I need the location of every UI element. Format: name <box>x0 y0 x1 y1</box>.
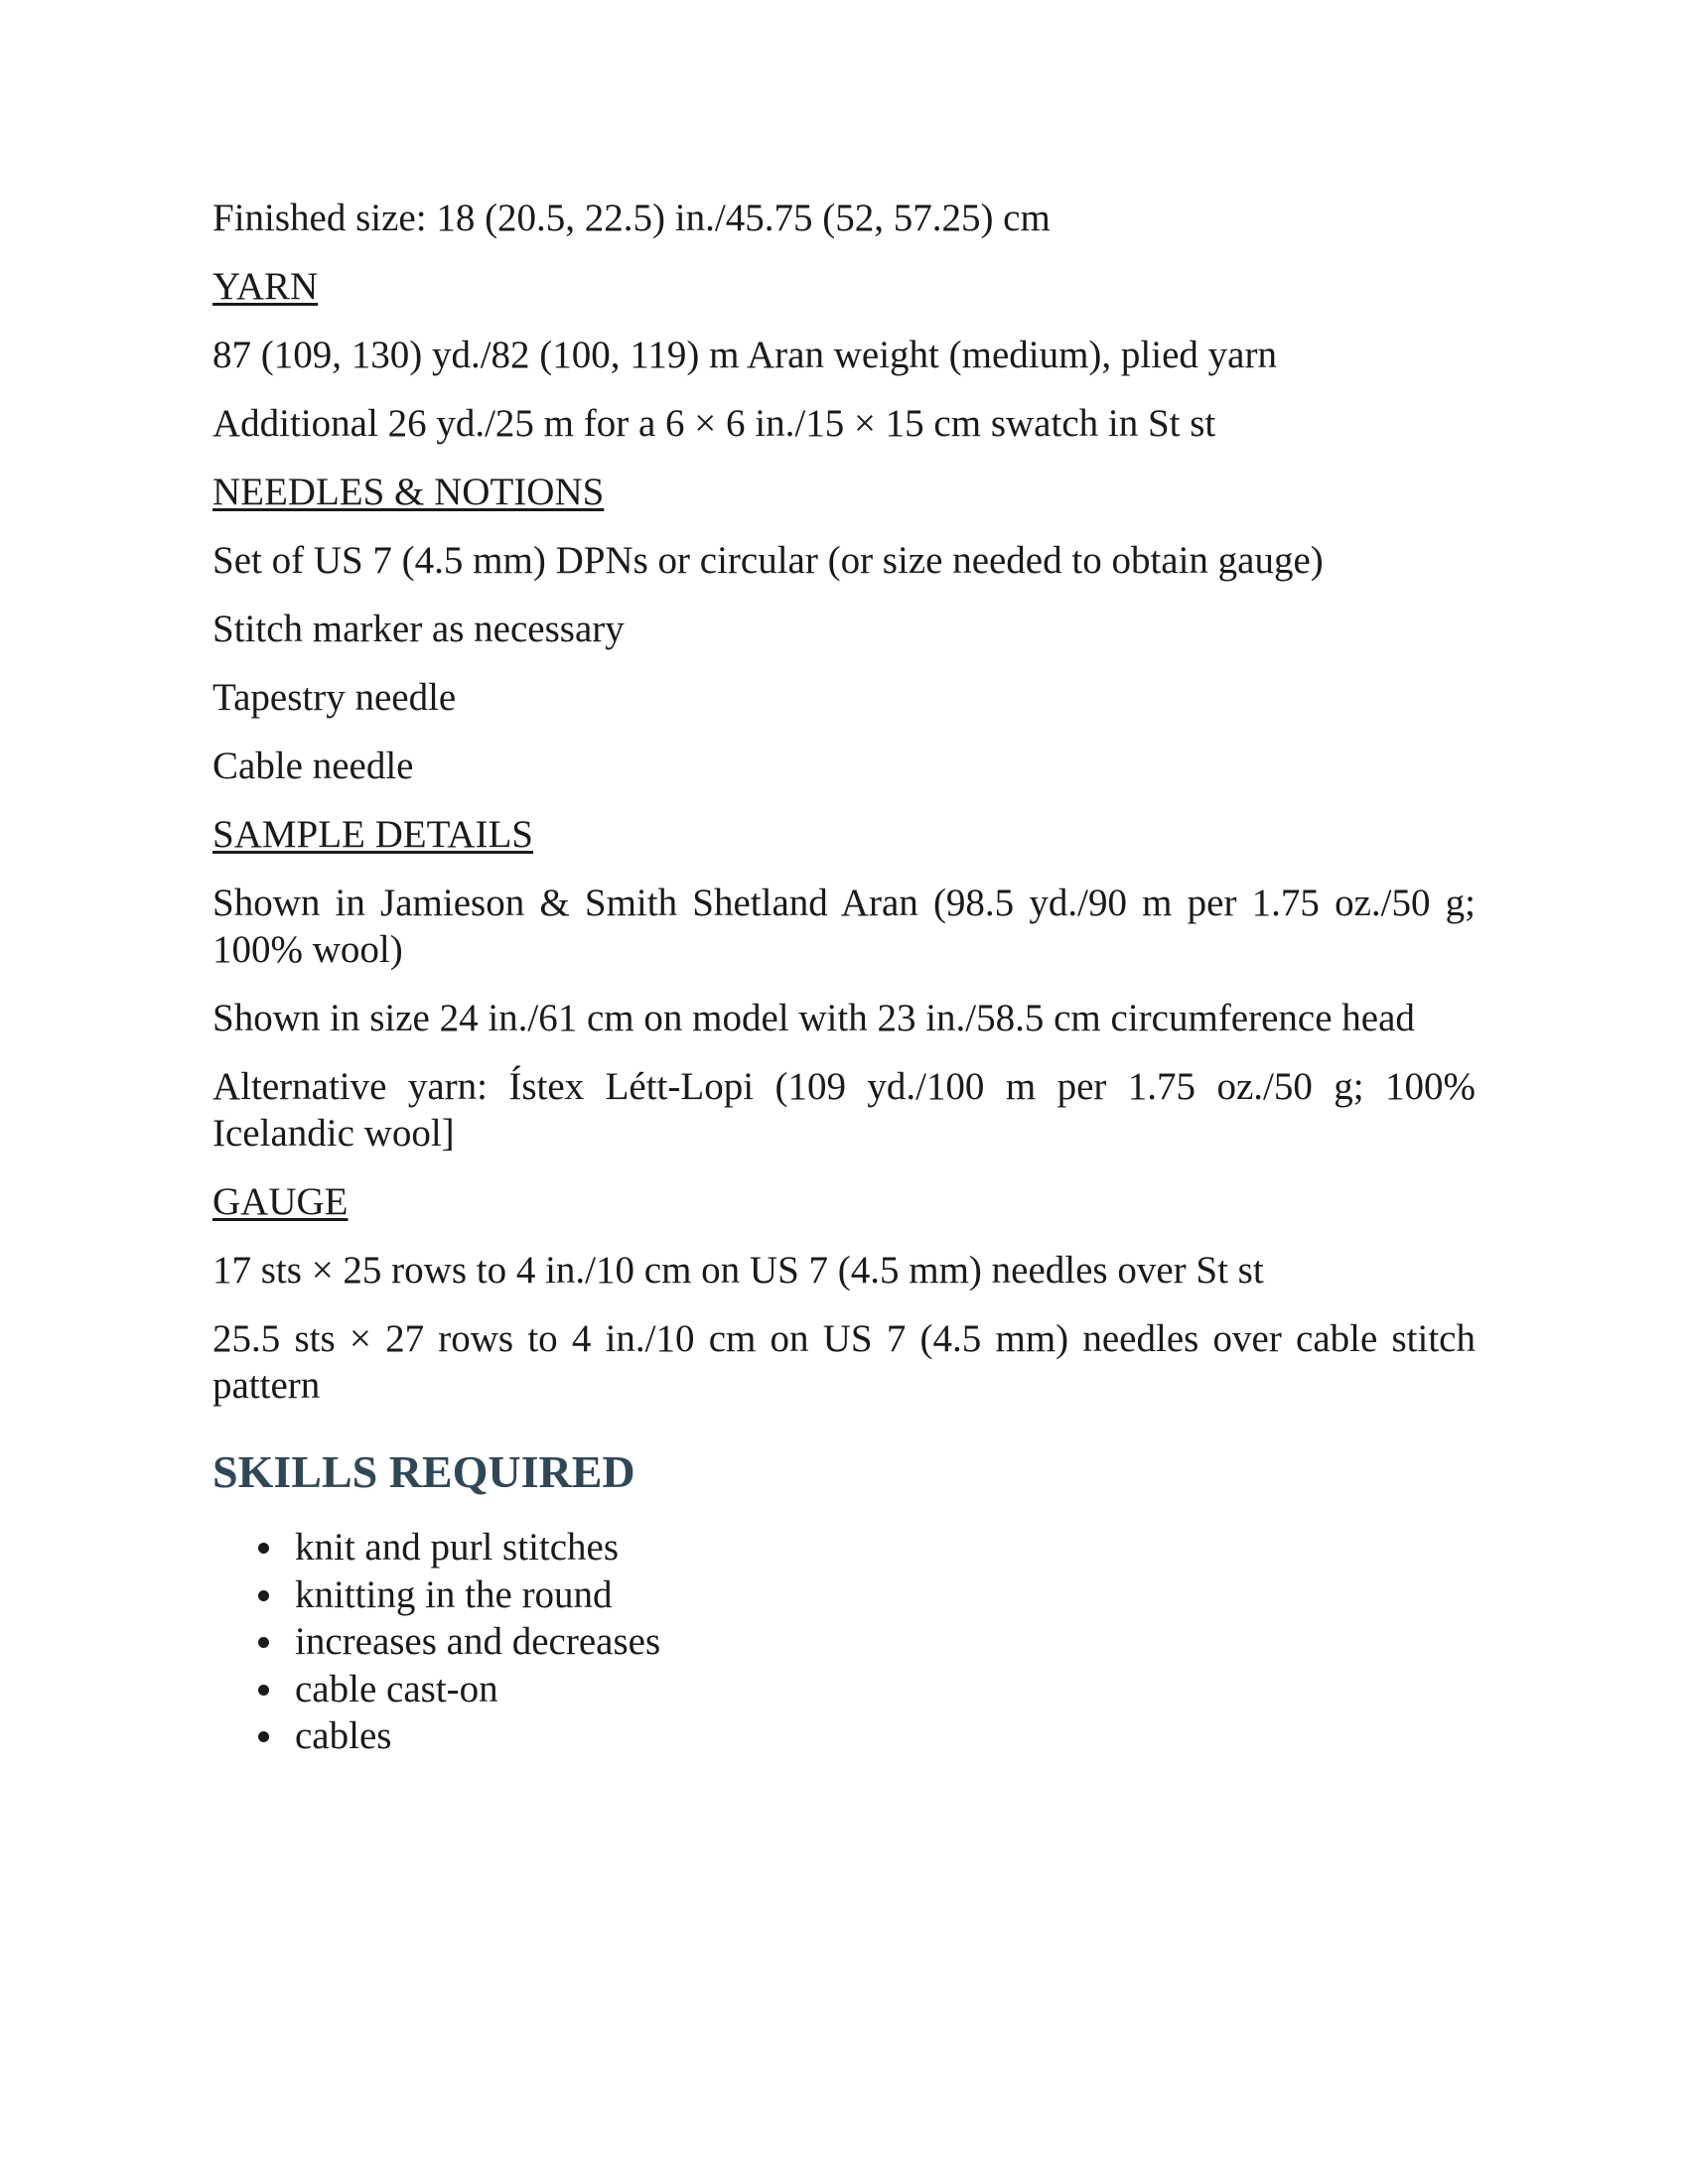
skill-label: knitting in the round <box>295 1572 613 1616</box>
yarn-heading: YARN <box>212 265 319 308</box>
list-item <box>295 1666 1476 1713</box>
sample-heading: SAMPLE DETAILS <box>212 813 533 856</box>
document-page <box>212 195 1476 1760</box>
skills-heading: SKILLS REQUIRED <box>212 1446 635 1497</box>
needles-line: Stitch marker as necessary <box>212 608 625 650</box>
list-item <box>295 1524 1476 1571</box>
gauge-line: 25.5 sts × 27 rows to 4 in./10 cm on US 7 (4.5 mm) needles over cable stitch pattern <box>212 1317 1476 1407</box>
list-item <box>295 1712 1476 1760</box>
sample-line: Shown in Jamieson & Smith Shetland Aran (98.5 yd./90 m per 1.75 oz./50 g; 100% wool) <box>212 882 1476 971</box>
skill-label: cables <box>295 1714 392 1757</box>
list-item <box>295 1618 1476 1666</box>
gauge-heading: GAUGE <box>212 1180 349 1223</box>
bullet-icon <box>258 1685 269 1696</box>
needles-heading: NEEDLES & NOTIONS <box>212 471 605 513</box>
bullet-icon <box>258 1637 269 1648</box>
bullet-icon <box>258 1731 269 1742</box>
skill-label: cable cast-on <box>295 1667 498 1710</box>
bullet-icon <box>258 1590 269 1601</box>
yarn-line: Additional 26 yd./25 m for a 6 × 6 in./15 × 15 cm swatch in St st <box>212 402 1216 445</box>
needles-line: Tapestry needle <box>212 676 457 719</box>
skills-list <box>212 1524 1476 1760</box>
list-item <box>295 1571 1476 1619</box>
gauge-line: 17 sts × 25 rows to 4 in./10 cm on US 7 (4.5 mm) needles over St st <box>212 1249 1264 1292</box>
skill-label: increases and decreases <box>295 1620 661 1663</box>
sample-line: Alternative yarn: Ístex Létt-Lopi (109 yd./100 m per 1.75 oz./50 g; 100% Icelandic wool] <box>212 1065 1476 1155</box>
skill-label: knit and purl stitches <box>295 1526 620 1569</box>
finished-size: Finished size: 18 (20.5, 22.5) in./45.75 (52, 57.25) cm <box>212 197 1051 239</box>
yarn-line: 87 (109, 130) yd./82 (100, 119) m Aran weight (medium), plied yarn <box>212 334 1277 376</box>
needles-line: Set of US 7 (4.5 mm) DPNs or circular (or size needed to obtain gauge) <box>212 539 1324 582</box>
needles-line: Cable needle <box>212 745 414 787</box>
sample-line: Shown in size 24 in./61 cm on model with 23 in./58.5 cm circumference head <box>212 997 1415 1039</box>
bullet-icon <box>258 1543 269 1554</box>
